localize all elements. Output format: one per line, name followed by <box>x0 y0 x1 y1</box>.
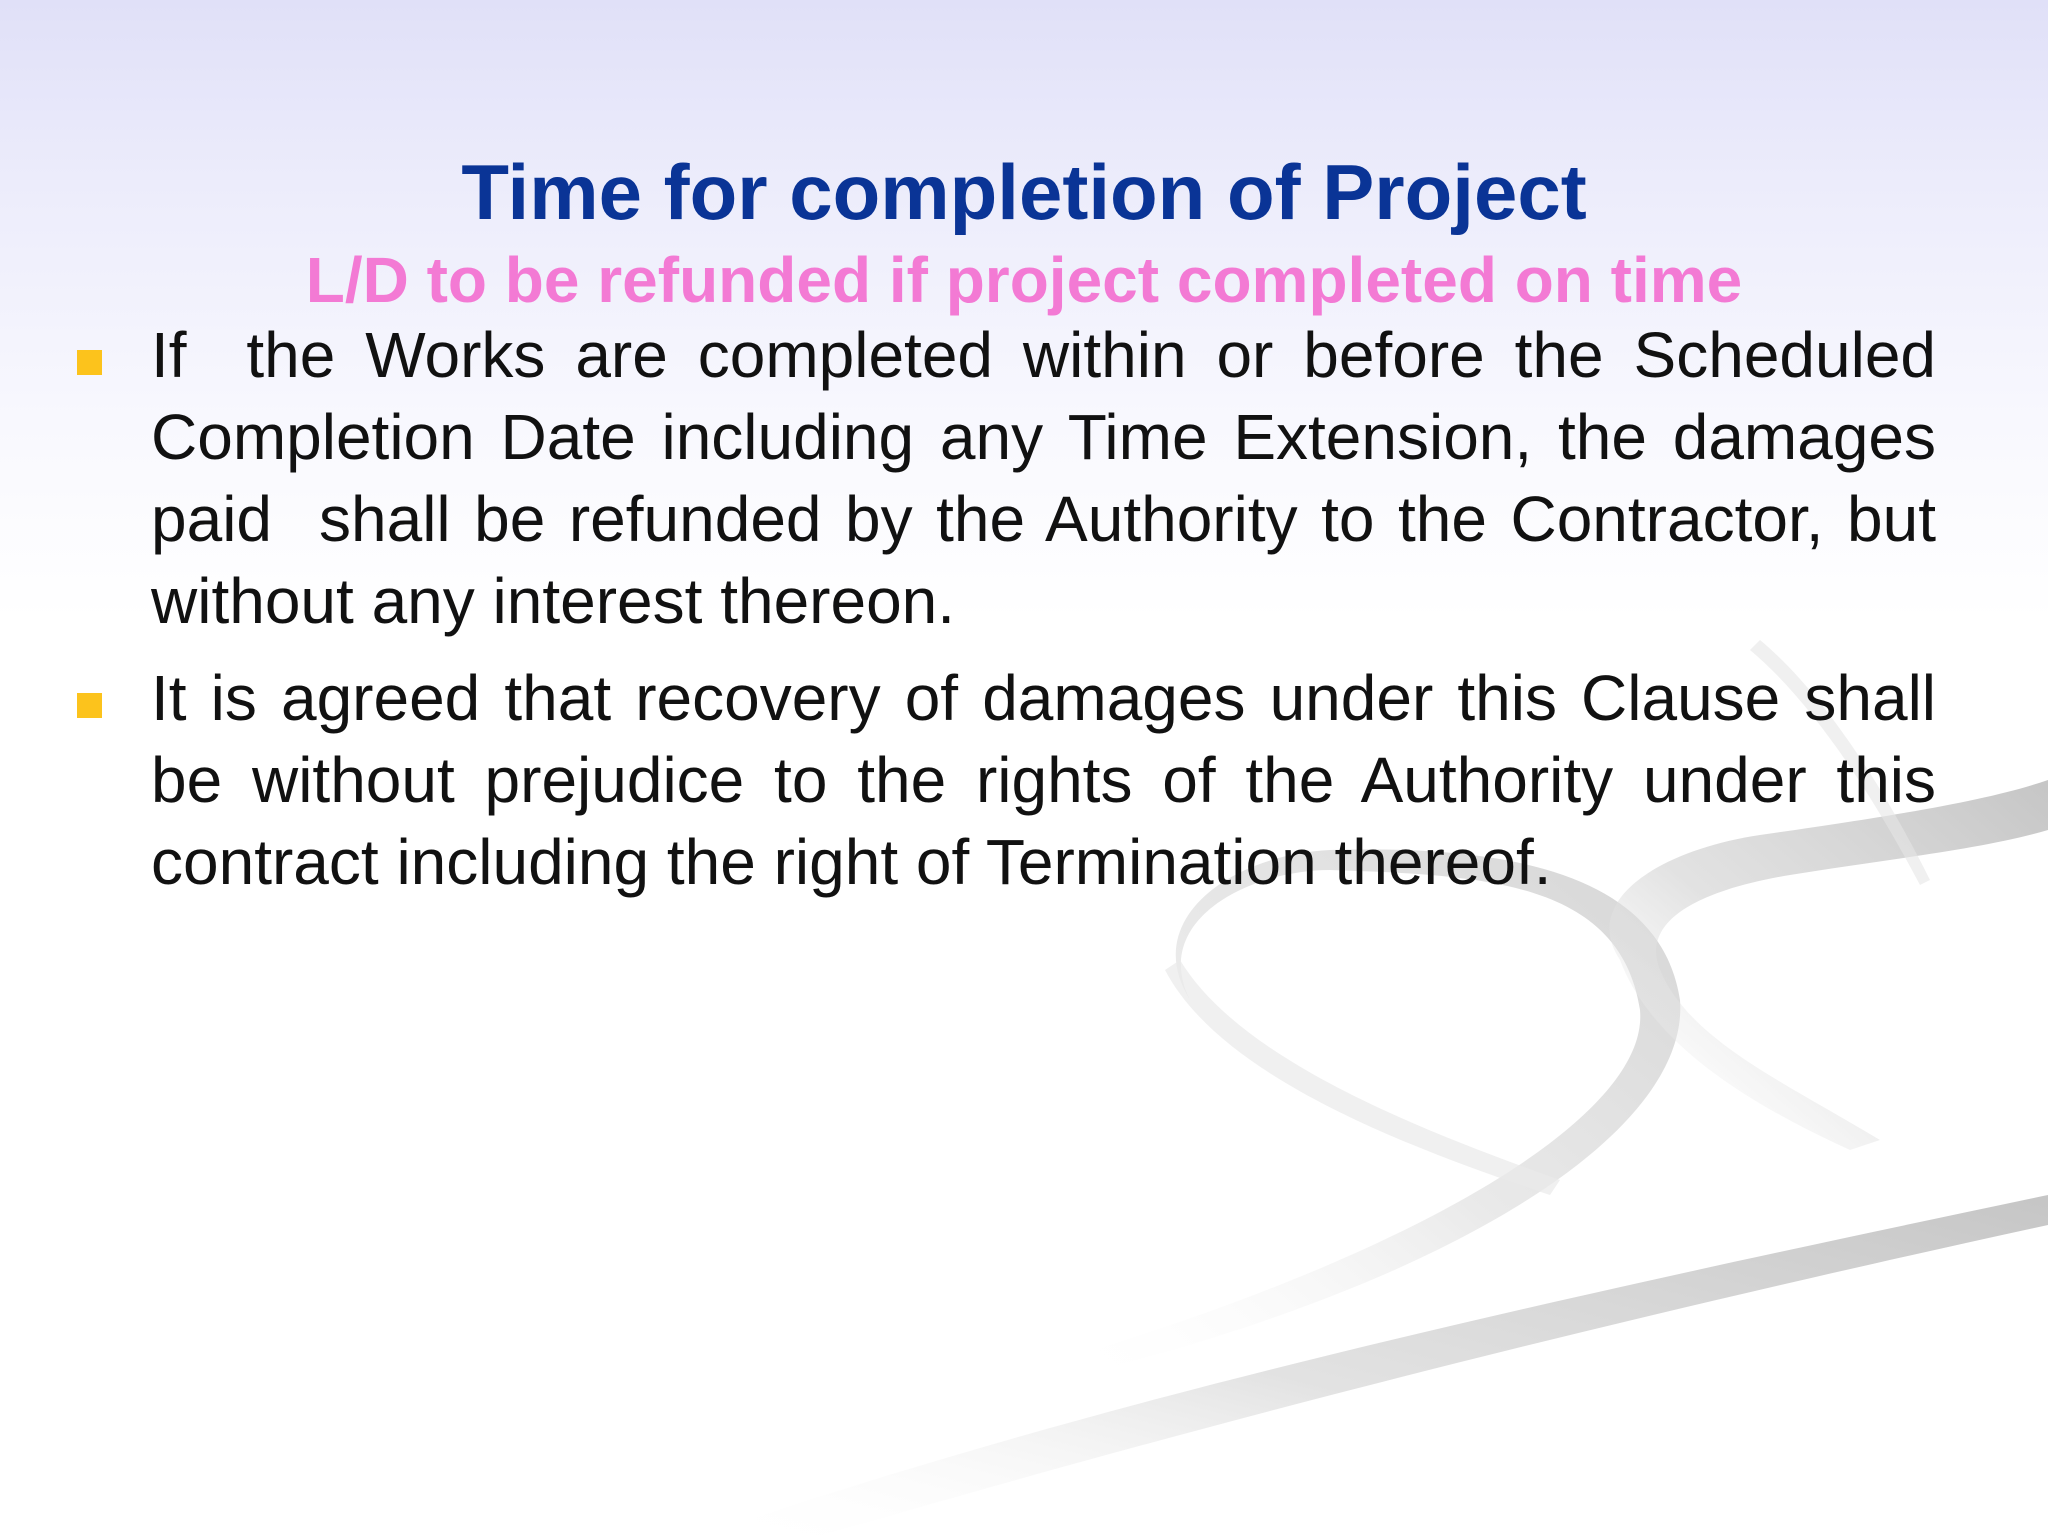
bullet-item <box>74 314 1954 642</box>
bullet-text: If the Works are completed within or before the Scheduled Completion Date including any Time Extension, the damages paid shall be refunded by the Authority to the Contractor, but without any interest thereon. <box>151 319 1954 637</box>
square-bullet-icon <box>77 350 102 375</box>
bullet-text: It is agreed that recovery of damages under this Clause shall be without prejudice to the rights of the Authority under this contract including the right of Termination thereof. <box>151 662 1954 898</box>
bullet-list <box>74 314 1954 918</box>
slide-title: Time for completion of Project <box>461 148 1587 237</box>
bullet-item <box>74 657 1954 903</box>
slide-subtitle: L/D to be refunded if project completed on time <box>305 244 1743 317</box>
square-bullet-icon <box>77 693 102 718</box>
swoosh-inner-arc <box>1165 960 1560 1195</box>
